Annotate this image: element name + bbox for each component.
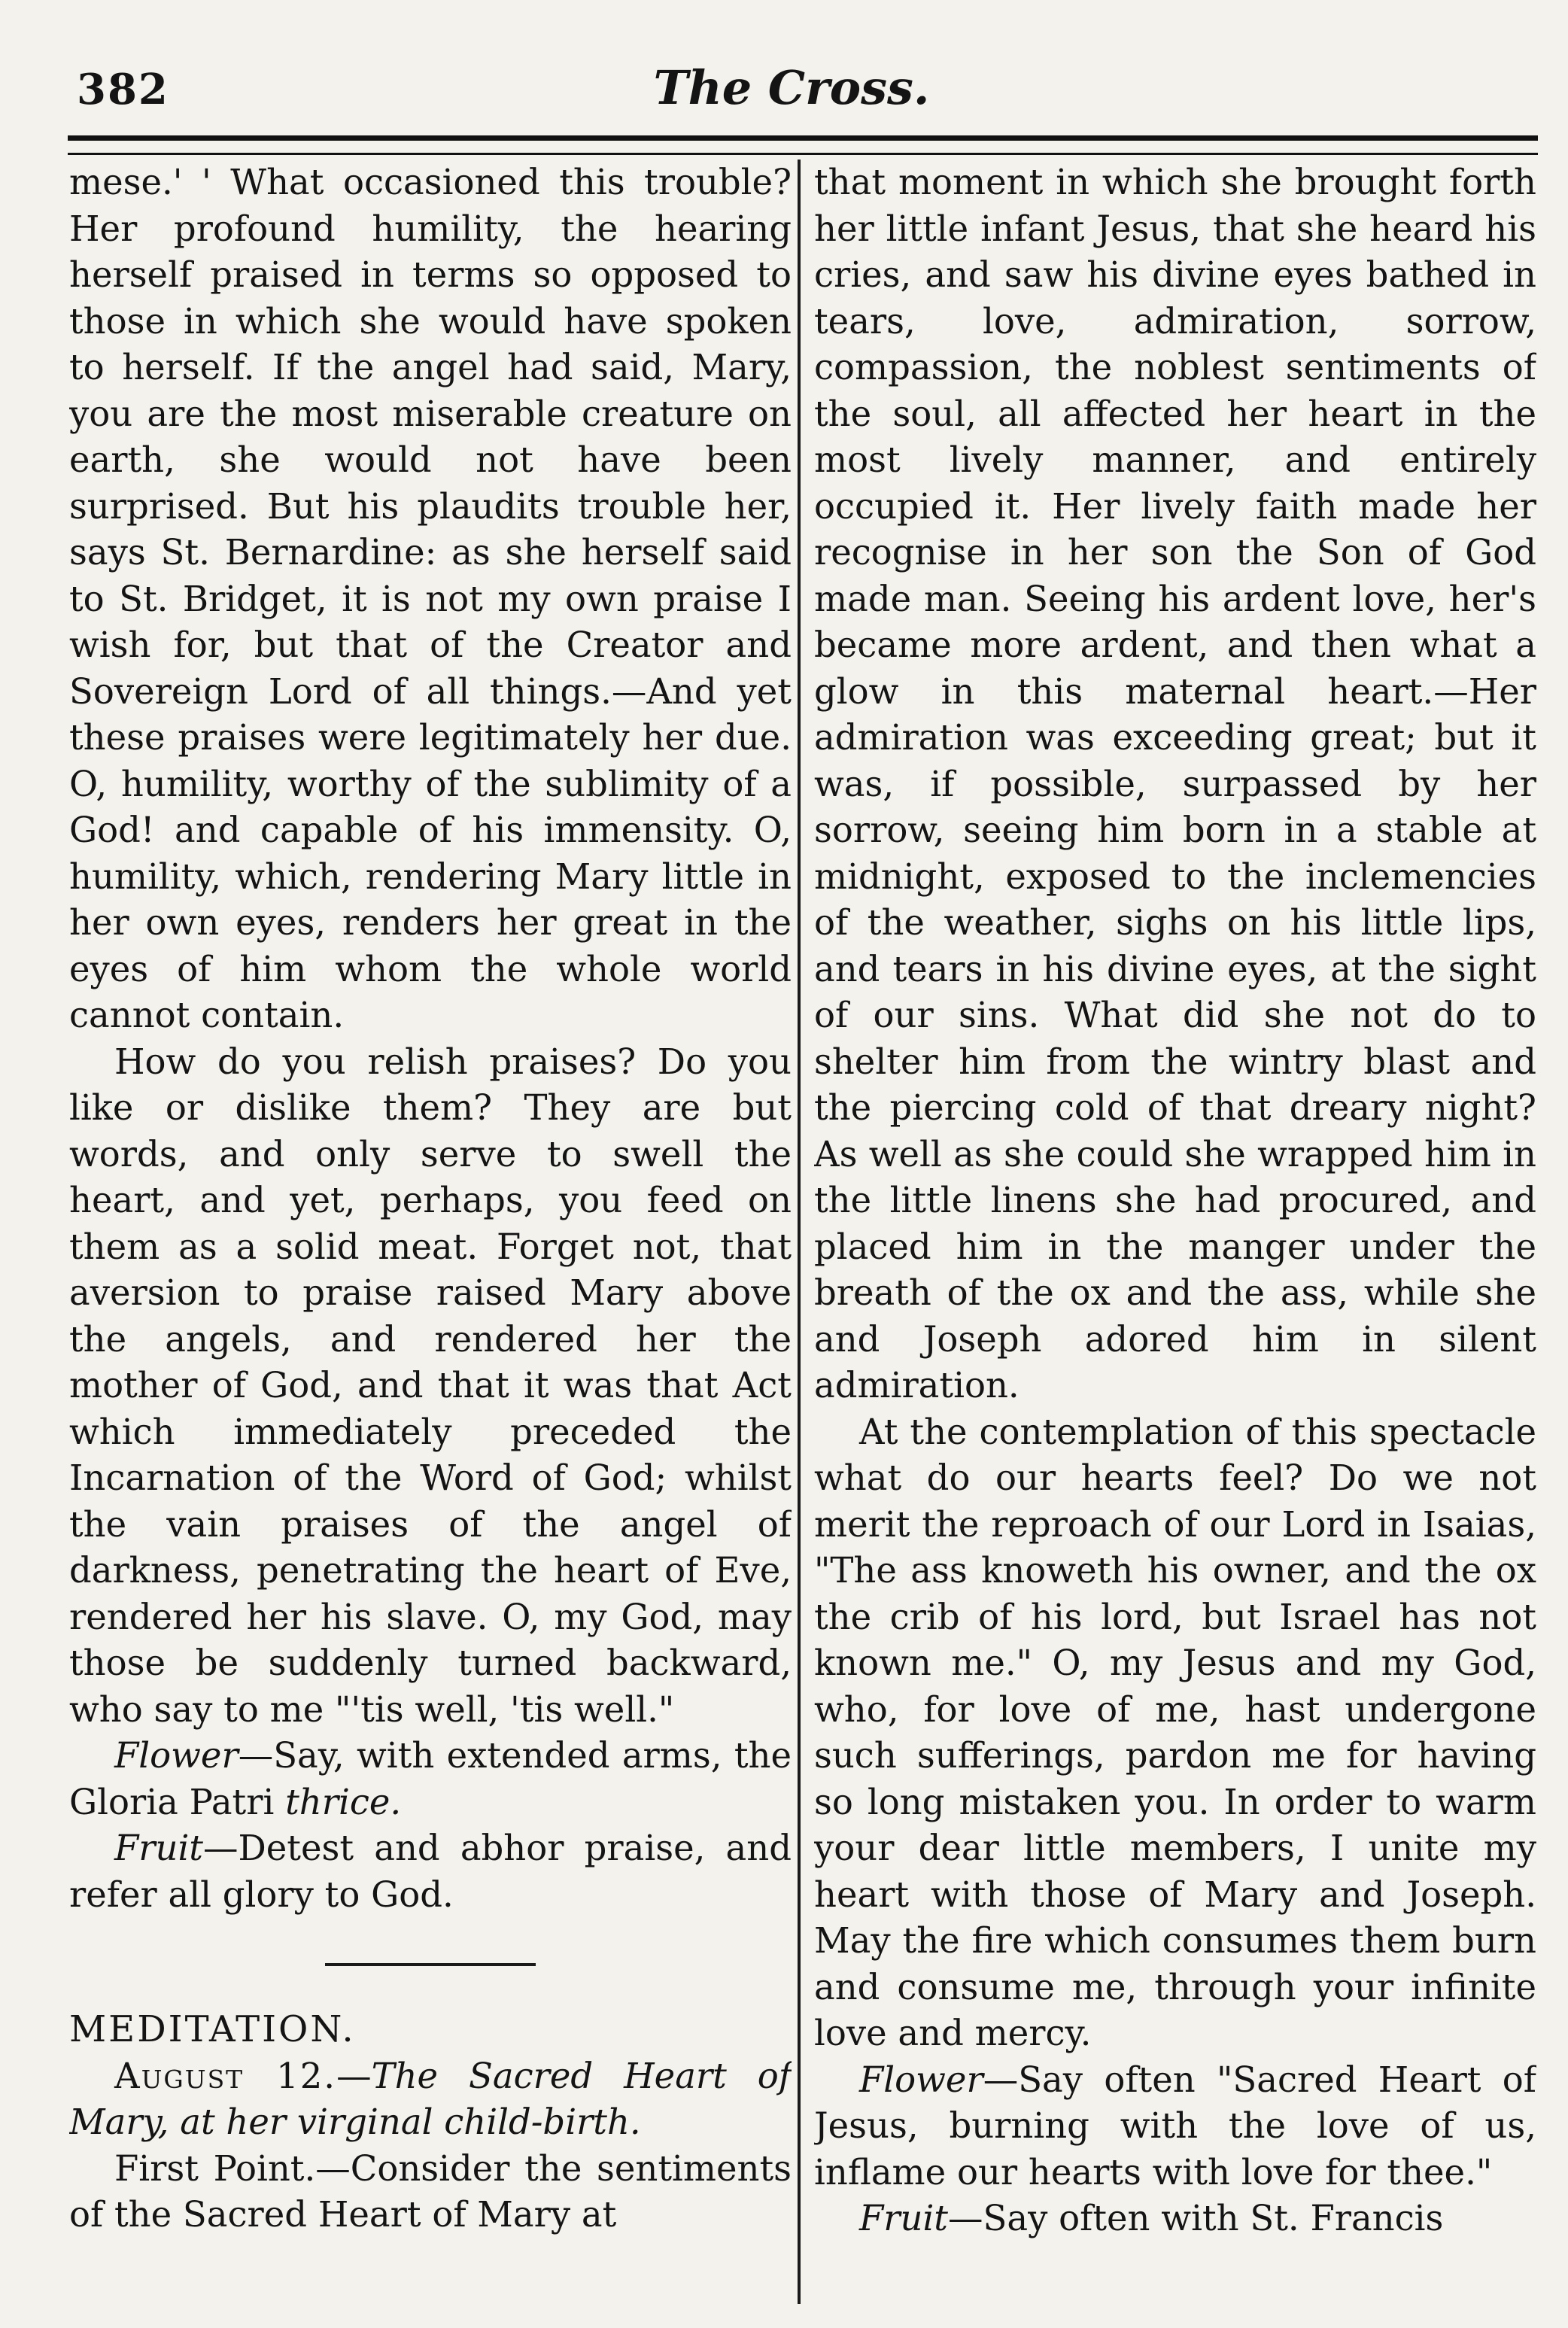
right-paragraph-nativity: that moment in which she brought forth her little infant Jesus, that she heard his cries, and saw his divine eyes bathed in tears, love, admiration, sorrow, compassion, the noblest sentiments of the soul, all affected her heart in the most lively manner, and entirely occupied it. Her lively faith made her recognise in her son the Son of God made man. Seeing his ardent love, her's became more ardent, and then what a glow in this maternal heart.—Her admiration was exceeding great; but it was, if possible, surpassed by her sorrow, seeing him born in a stable at midnight, exposed to the inclemencies of the weather, sighs on his little lips, and tears in his divine eyes, at the sight of our sins. What did she not do to shelter him from the wintry blast and the piercing cold of that dreary night? As well as she could she wrapped him in the little linens she had procured, and placed him in the manger under the breath of the ox and the ass, while she and Joseph adored him in silent admiration. [814,162,1536,1406]
flower-label: Flower [859,2059,983,2100]
fruit-text: —Detest and abhor praise, and refer all glory to God. [69,1828,792,1915]
fruit-text: —Say often with St. Francis [948,2198,1444,2238]
flower-thrice: thrice. [285,1781,402,1822]
right-fruit-practice [814,2196,1536,2242]
header-double-rule [68,135,1538,155]
meditation-date: August 12. [114,2055,337,2096]
right-column [814,160,1536,2296]
column-divider [798,160,801,2304]
fruit-label: Fruit [859,2198,948,2238]
right-paragraph-contemplation: At the contemplation of this spectacle what do our hearts feel? Do we not merit the reproach of our Lord in Isaias, "The ass knoweth his owner, and the ox the crib of his lord, but Israel has not known me." O, my Jesus and my God, who, for love of me, hast undergone such sufferings, pardon me for having so long mistaken you. In order to warm your dear little members, I unite my heart with those of Mary and Joseph. May the fire which consumes them burn and consume me, through your infinite love and mercy. [814,1411,1536,2053]
section-separator-rule [325,1963,536,1966]
fruit-label: Fruit [114,1828,203,1868]
page-number: 382 [77,65,169,114]
left-column [69,160,792,2296]
running-title: The Cross. [653,60,930,115]
left-flower-practice [69,1733,792,1825]
flower-label: Flower [114,1735,239,1776]
first-point-paragraph: First Point.—Consider the sentiments of the Sacred Heart of Mary at [69,2147,792,2235]
meditation-heading: MEDITATION. [69,2008,356,2050]
meditation-subject: The Sacred Heart of Mary, at her virginal child-birth. [69,2055,792,2142]
left-paragraph-praises: How do you relish praises? Do you like or dislike them? They are but words, and only serve to swell the heart, and yet, perhaps, you feed on them as a solid meat. Forget not, that aversion to praise raised Mary above the angels, and rendered her the mother of God, and that it was that Act which immediately preceded the Incarnation of the Word of God; whilst the vain praises of the angel of darkness, penetrating the heart of Eve, rendered her his slave. O, my God, may those be suddenly turned backward, who say to me "'tis well, 'tis well." [69,1041,792,1730]
left-paragraph-humility: mese.' ' What occasioned this trouble? Her profound humility, the hearing herself praised in terms so opposed to those in which she would have spoken to herself. If the angel had said, Mary, you are the most miserable creature on earth, she would not have been surprised. But his plaudits trouble her, says St. Bernardine: as she herself said to St. Bridget, it is not my own praise I wish for, but that of the Creator and Sovereign Lord of all things.—And yet these praises were legitimately her due. O, humility, worthy of the sublimity of a God! and capable of his immensity. O, humility, which, rendering Mary little in her own eyes, renders her great in the eyes of him whom the whole world cannot contain. [69,162,792,1035]
flower-text: —Say, with extended arms, the Gloria Patri [69,1735,792,1822]
right-flower-practice [814,2057,1536,2196]
flower-text: —Say often "Sacred Heart of Jesus, burning with the love of us, inflame our hearts with love for thee." [814,2059,1536,2193]
left-fruit-practice [69,1825,792,1918]
page-header [45,60,1538,128]
meditation-date-line [69,2053,792,2146]
meditation-dash: — [336,2055,372,2096]
